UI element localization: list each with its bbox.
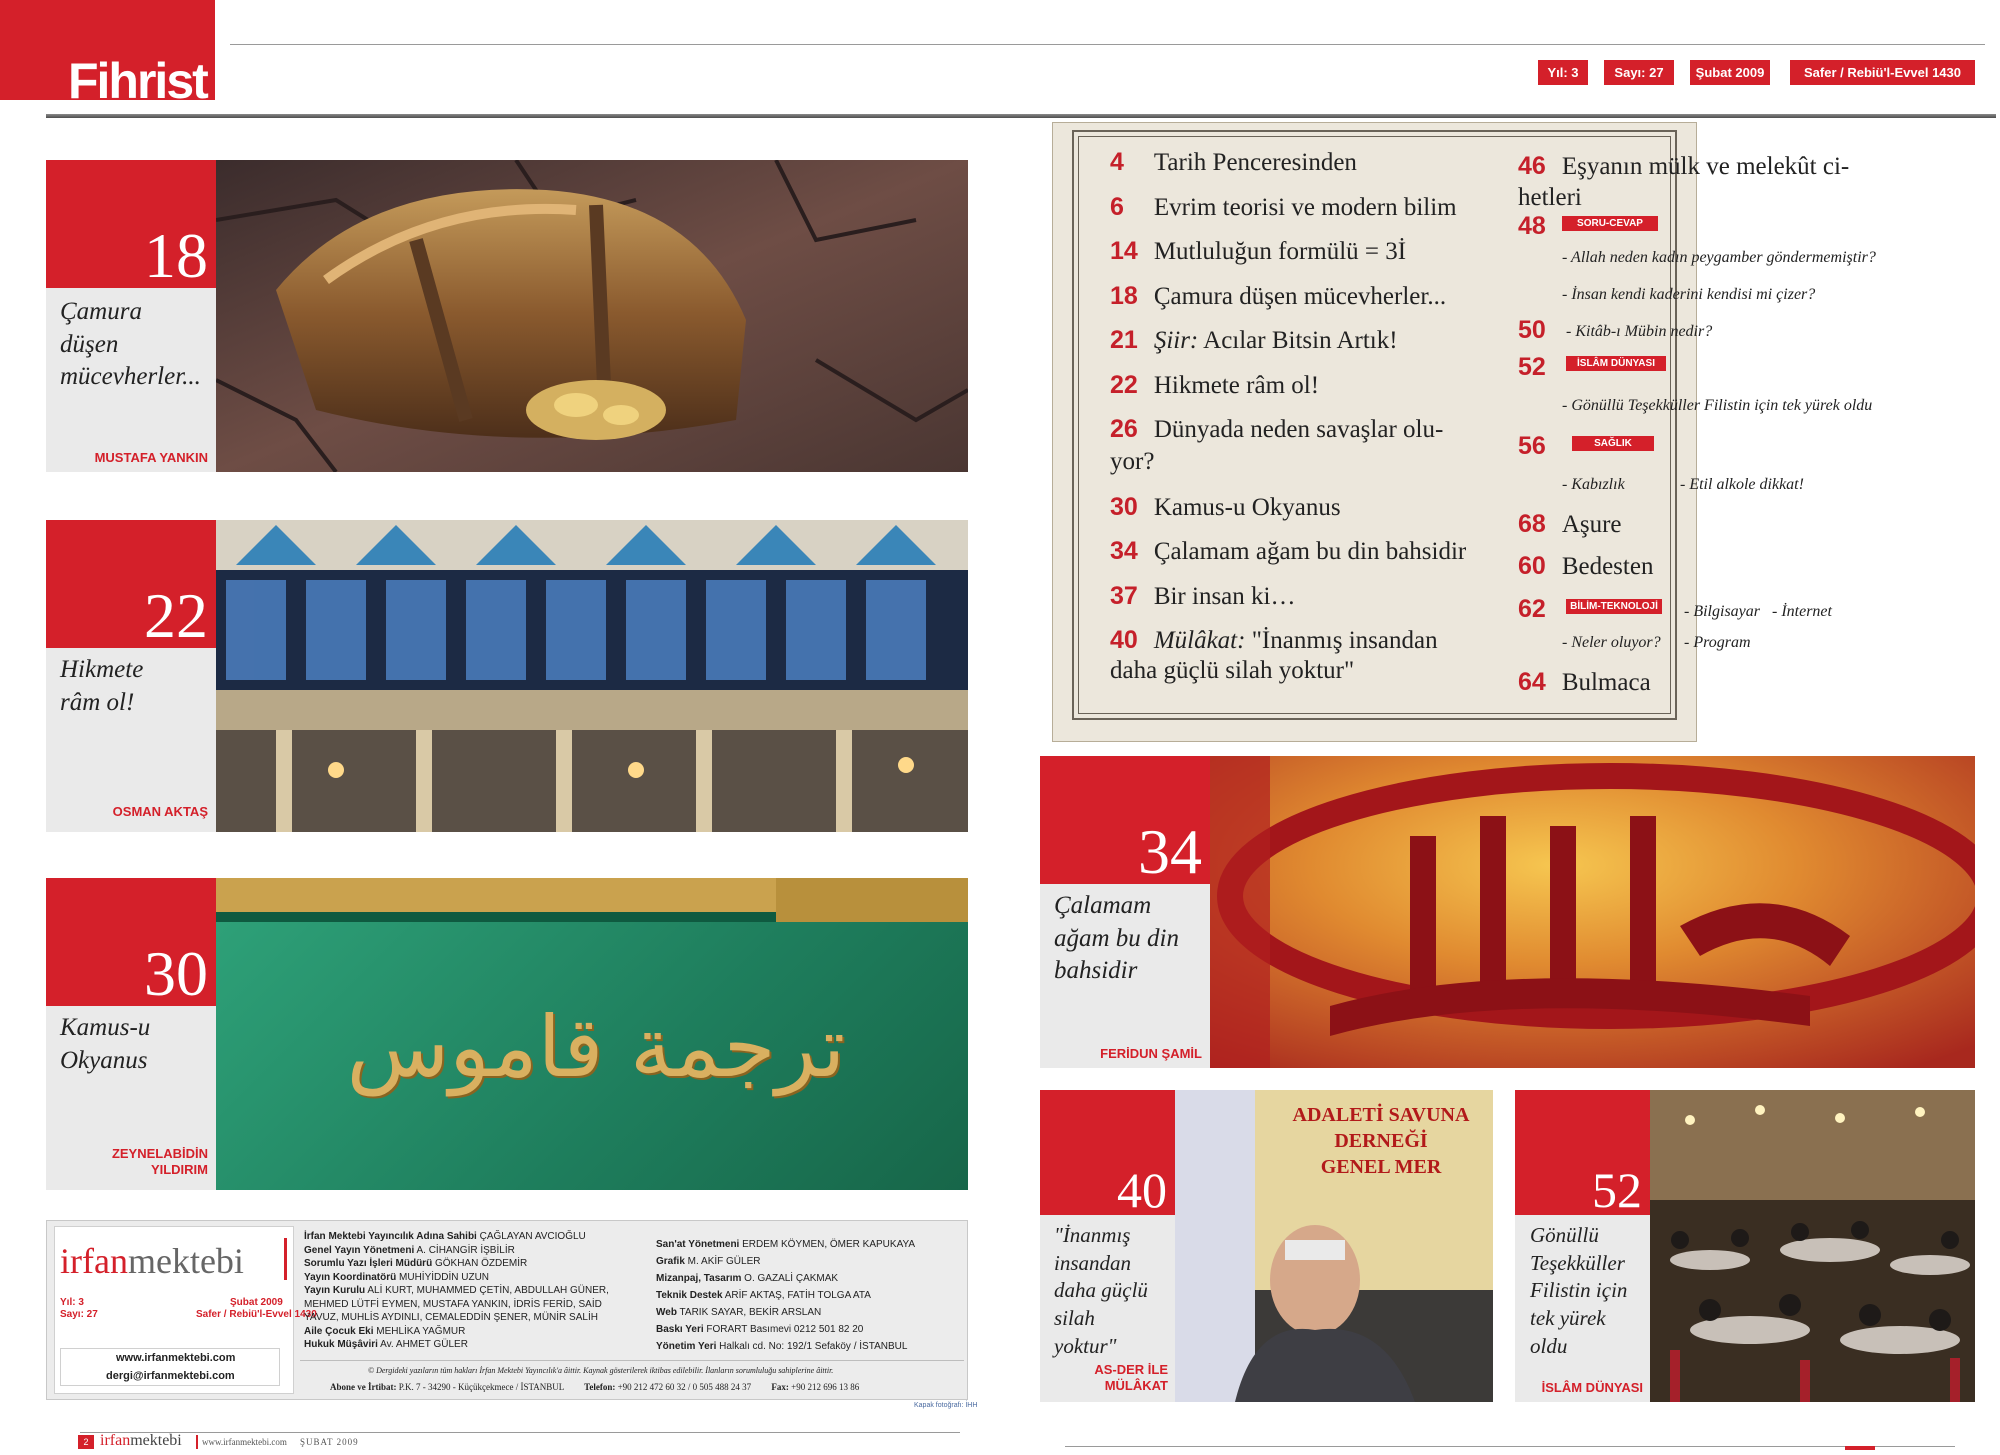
toc-title: Aşure: [1561, 511, 1622, 538]
card-18-author: MUSTAFA YANKIN: [94, 450, 208, 465]
toc-number: 48: [1518, 212, 1546, 240]
toc-item[interactable]: [1110, 193, 1457, 222]
card-40-number: 40: [1117, 1162, 1167, 1218]
masthead-divider: [300, 1360, 964, 1361]
toc-title: Mutluluğun formülü = 3İ: [1153, 238, 1407, 265]
toc-number: 56: [1518, 432, 1546, 460]
toc-title-em: Şiir:: [1153, 327, 1199, 354]
masthead-hijri: Safer / Rebiü'l-Evvel 1430: [196, 1309, 317, 1320]
toc-item[interactable]: [1518, 152, 1849, 181]
footer-logo-a: irfan: [100, 1432, 131, 1449]
badge-saglik: SAĞLIK: [1572, 436, 1654, 451]
page-title: Fihrist: [68, 53, 207, 100]
card-52-title: Gönüllü Teşekküller Filistin için tek yürek oldu: [1530, 1223, 1628, 1358]
toc-subitem[interactable]: - Etil alkole dikkat!: [1680, 476, 1804, 493]
toc-title: Tarih Penceresinden: [1153, 149, 1357, 176]
page-number: 2: [78, 1435, 94, 1449]
card-34-author: FERİDUN ŞAMİL: [1100, 1046, 1202, 1061]
toc-number: 21: [1110, 326, 1138, 354]
toc-item[interactable]: [1518, 552, 1653, 581]
toc-title: Dünyada neden savaşlar olu-: [1153, 416, 1444, 443]
logo-part-b: mektebi: [127, 1241, 244, 1281]
card-34-number-block: [1040, 756, 1210, 887]
masthead-email-link[interactable]: dergi@irfanmektebi.com: [106, 1370, 235, 1382]
masthead-staff-left: İrfan Mektebi Yayıncılık Adına Sahibi ÇAĞLAYAN AVCIOĞLU Genel Yayın Yönetmeni A. CİHANGİR İŞBİLİR Sorumlu Yazı İşleri Müdürü GÖKHAN ÖZDEMİR Yayın Koordinatörü MUHİYİDDİN UZUN Yayın Kurulu ALİ KURT, MUHAMMED ÇETİN, ABDULLAH GÜNER, MEHMED LÜTFİ EYMEN, MUSTAFA YANKIN, İDRİS FERİD, SAİD YAVUZ, MUHLİS AYDINLI, CEMALEDDİN ŞENER, MÜNİR SALİH Aile Çocuk Eki MEHLİKA YAĞMUR Hukuk Müşâviri Av. AHMET GÜLER: [304, 1231, 609, 1350]
toc-item[interactable]: [1110, 582, 1295, 611]
toc-number: 6: [1110, 193, 1124, 221]
logo-divider: [284, 1238, 287, 1280]
toc-number: 68: [1518, 510, 1546, 538]
card-40-author: AS-DER İLE MÜLÂKAT: [1094, 1362, 1168, 1394]
toc-title: Acılar Bitsin Artık!: [1198, 327, 1398, 354]
toc-number: 60: [1518, 552, 1546, 580]
badge-bilim-teknoloji: BİLİM-TEKNOLOJİ: [1566, 599, 1662, 614]
masthead-web-link[interactable]: www.irfanmektebi.com: [116, 1352, 236, 1364]
card-22-number-block: [46, 520, 216, 651]
footer-rule-right: [1065, 1446, 1955, 1447]
masthead-subscription: Abone ve İrtibat: P.K. 7 - 34290 - Küçükçekmece / İSTANBUL Telefon: +90 212 472 60 32 / 0 505 488 24 37 Fax: +90 212 696 13 86: [330, 1382, 860, 1392]
card-40-number-block: [1040, 1090, 1175, 1218]
conference-hall-photo: [1650, 1090, 1975, 1402]
toc-item[interactable]: [1110, 371, 1319, 400]
toc-title: Eşyanın mülk ve melekût ci-: [1561, 153, 1850, 180]
toc-title-cont: hetleri: [1518, 184, 1582, 211]
card-18-title: Çamura düşen mücevherler...: [60, 298, 201, 390]
card-22-number: 22: [144, 580, 208, 651]
toc-number: 40: [1110, 626, 1138, 654]
toc-number: 37: [1110, 582, 1138, 610]
toc-subitem[interactable]: - Allah neden kadın peygamber göndermemiştir?: [1562, 249, 1876, 266]
toc-title-cont: yor?: [1110, 448, 1155, 475]
toc-title: Evrim teorisi ve modern bilim: [1153, 194, 1457, 221]
toc-title: Çalamam ağam bu din bahsidir: [1153, 538, 1467, 565]
toc-subitem[interactable]: - Program: [1684, 634, 1751, 651]
toc-number: 22: [1110, 371, 1138, 399]
toc-number: 14: [1110, 237, 1138, 265]
toc-item[interactable]: [1518, 510, 1622, 539]
toc-item[interactable]: [1110, 326, 1398, 355]
masthead-notice: © Dergideki yazıların tüm hakları İrfan Mektebi Yayıncılık'a âittir. Kaynak gösterilerek iktibas edilebilir. İlanların sorumluluğu sahiplerine âittir.: [368, 1366, 834, 1375]
toc-number: 64: [1518, 668, 1546, 696]
toc-number: 26: [1110, 415, 1138, 443]
toc-subitem[interactable]: - Kabızlık: [1562, 476, 1625, 493]
toc-number: 34: [1110, 537, 1138, 565]
toc-title: "İnanmış insandan: [1245, 627, 1438, 654]
header-bar: [46, 114, 1996, 118]
card-22-title: Hikmete râm ol!: [60, 656, 144, 716]
toc-item[interactable]: [1110, 537, 1466, 566]
toc-number: 30: [1110, 493, 1138, 521]
arabic-title: ترجمة قاموس: [346, 998, 846, 1096]
meta-year: Yıl: 3: [1538, 60, 1588, 85]
meta-date: Şubat 2009: [1690, 60, 1770, 85]
toc-title: Hikmete râm ol!: [1153, 372, 1320, 399]
header-rule-left: [230, 44, 980, 45]
toc-subitem[interactable]: - İnternet: [1772, 603, 1832, 620]
toc-subitem[interactable]: - İnsan kendi kaderini kendisi mi çizer?: [1562, 286, 1816, 303]
logo-part-a: irfan: [60, 1241, 128, 1281]
card-18-number-block: [46, 160, 216, 291]
toc-title: Bedesten: [1561, 553, 1654, 580]
meta-hijri: Safer / Rebiü'l-Evvel 1430: [1790, 60, 1975, 85]
meta-issue: Sayı: 27: [1604, 60, 1674, 85]
toc-number: 18: [1110, 282, 1138, 310]
mosque-interior-photo: [216, 520, 968, 832]
toc-item[interactable]: [1110, 148, 1357, 177]
card-30-title: Kamus-u Okyanus: [60, 1014, 151, 1074]
card-34-number: 34: [1138, 816, 1202, 887]
arabic-book-cover-photo: [216, 878, 968, 1190]
footer-url[interactable]: www.irfanmektebi.com: [202, 1437, 287, 1447]
card-18-number: 18: [144, 220, 208, 291]
footer-logo: [100, 1432, 182, 1450]
card-40-title: "İnanmış insandan daha güçlü silah yoktur": [1054, 1223, 1148, 1358]
toc-item[interactable]: [1110, 415, 1443, 444]
card-30-number: 30: [144, 938, 208, 1009]
toc-title-cont: daha güçlü silah yoktur": [1110, 657, 1355, 684]
masthead-staff-right: San'at Yönetmeni ERDEM KÖYMEN, ÖMER KAPUKAYA Grafik M. AKİF GÜLER Mizanpaj, Tasarım O. GAZALİ ÇAKMAK Teknik Destek ARİF AKTAŞ, FATİH TOLGA ATA Web TARIK SAYAR, BEKİR ARSLAN Baskı Yeri FORART Basımevi 0212 501 82 20 Yönetim Yeri Halkalı cd. No: 192/1 Sefaköy / İSTANBUL: [656, 1239, 916, 1352]
interview-photo: [1175, 1090, 1493, 1402]
header-red-block: [0, 0, 215, 100]
toc-item[interactable]: [1518, 668, 1651, 697]
toc-number: 4: [1110, 148, 1124, 176]
card-30-author: ZEYNELABİDİN YILDIRIM: [111, 1146, 208, 1178]
toc-item[interactable]: [1110, 237, 1406, 266]
toc-subitem[interactable]: - Kitâb-ı Mübin nedir?: [1566, 323, 1713, 340]
toc-subitem[interactable]: - Neler oluyor?: [1562, 634, 1661, 651]
footer-mark: [1845, 1446, 1875, 1450]
toc-item[interactable]: [1110, 626, 1438, 655]
toc-subitem[interactable]: - Bilgisayar: [1684, 603, 1760, 620]
toc-item[interactable]: [1110, 493, 1341, 522]
calligraphy-photo: [1210, 756, 1975, 1068]
badge-soru-cevap: SORU-CEVAP: [1562, 216, 1658, 231]
masthead-year: Yıl: 3: [60, 1297, 84, 1308]
toc-title: Bulmaca: [1561, 669, 1651, 696]
toc-title-em: Mülâkat:: [1153, 627, 1246, 654]
photo-credit: Kapak fotoğrafı: İHH: [914, 1402, 978, 1409]
masthead-date: Şubat 2009: [230, 1297, 283, 1308]
toc-title: Bir insan ki…: [1153, 583, 1296, 610]
card-52-number-block: [1515, 1090, 1650, 1218]
toc-title: Kamus-u Okyanus: [1153, 494, 1341, 521]
toc-number: 62: [1518, 595, 1546, 623]
toc-number: 50: [1518, 316, 1546, 344]
footer-logo-b: mektebi: [130, 1432, 182, 1449]
card-52-author: İSLÂM DÜNYASI: [1541, 1380, 1643, 1395]
photo-sign: ADALETİ SAVUNA DERNEĞİ GENEL MER: [1292, 1104, 1470, 1178]
toc-item[interactable]: [1110, 282, 1446, 311]
badge-islam-dunyasi: İSLÂM DÜNYASI: [1566, 356, 1666, 371]
footer-date: ŞUBAT 2009: [300, 1437, 359, 1447]
treasure-chest-photo: [216, 160, 968, 472]
card-22-author: OSMAN AKTAŞ: [112, 804, 208, 819]
masthead-logo[interactable]: [60, 1240, 244, 1282]
toc-subitem[interactable]: - Gönüllü Teşekküller Filistin için tek yürek oldu: [1562, 397, 1873, 414]
footer-rule-left: [80, 1432, 960, 1433]
masthead-issue: Sayı: 27: [60, 1309, 98, 1320]
header-rule-right: [980, 44, 1985, 45]
toc-title: Çamura düşen mücevherler...: [1153, 283, 1447, 310]
card-52-number: 52: [1592, 1162, 1642, 1218]
card-30-number-block: [46, 878, 216, 1009]
card-34-title: Çalamam ağam bu din bahsidir: [1054, 892, 1179, 984]
footer-logo-divider: [196, 1435, 198, 1449]
toc-number: 46: [1518, 152, 1546, 180]
toc-number: 52: [1518, 353, 1546, 381]
